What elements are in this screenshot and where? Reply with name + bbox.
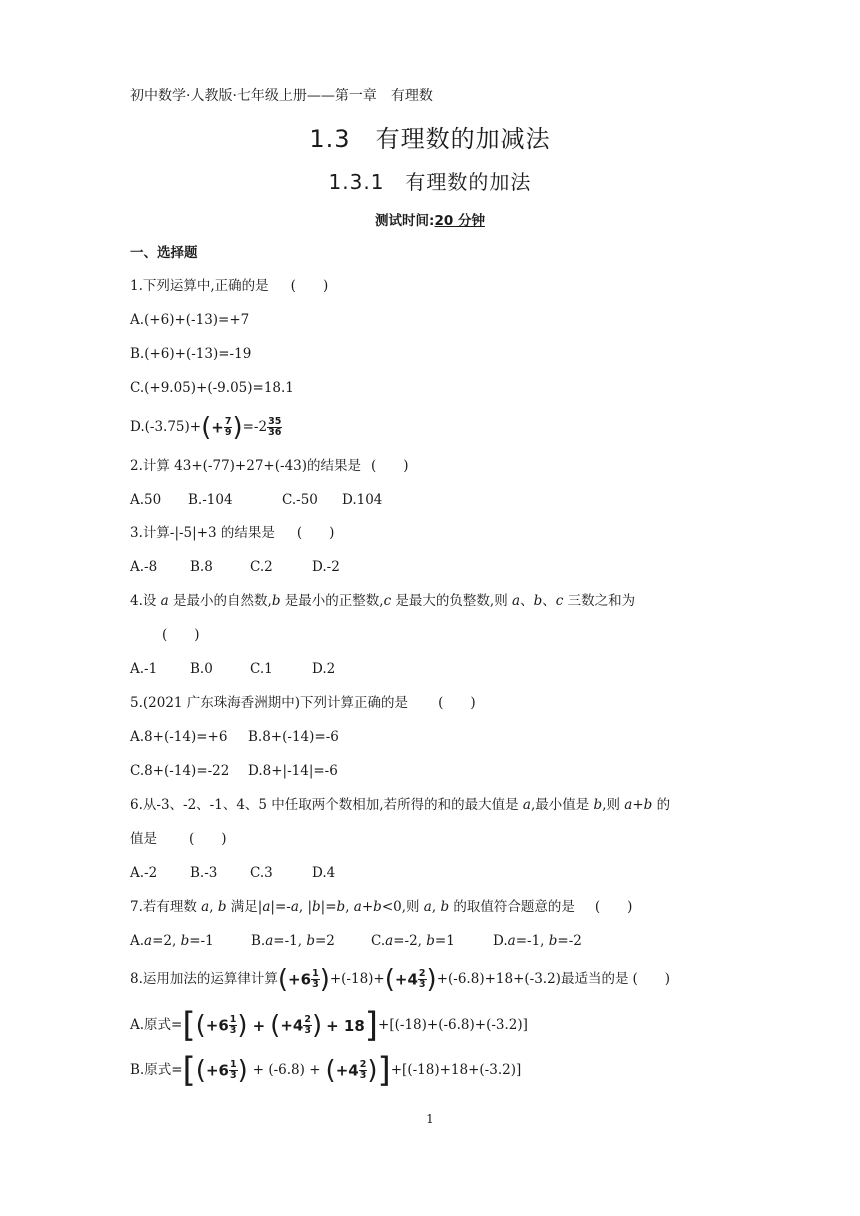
denominator: 3	[229, 1025, 237, 1036]
running-header: 初中数学·人教版·七年级上册——第一章 有理数	[130, 88, 433, 104]
mixed-number-whole: +4	[394, 970, 418, 989]
question-7-options	[130, 931, 582, 951]
numerator: 35	[268, 416, 282, 427]
open-paren: (	[270, 1010, 281, 1041]
option-text: + (-6.8) +	[252, 1062, 321, 1078]
answer-paren: ( )	[632, 971, 670, 987]
section-heading: 一、选择题	[130, 245, 198, 261]
question-5-text: 5.(2021 广东珠海香洲期中)下列计算正确的是	[130, 695, 409, 711]
stem-text: 值是	[130, 831, 157, 847]
test-time	[0, 209, 860, 229]
numerator: 7	[224, 416, 232, 427]
answer-paren: ( )	[290, 278, 329, 294]
chapter-title: 1.3 有理数的加减法	[309, 125, 551, 153]
variable: a	[507, 933, 516, 949]
variable: b	[217, 899, 227, 915]
variable: b	[533, 593, 543, 609]
variable: a+b	[353, 899, 382, 915]
variable: b	[271, 593, 281, 609]
answer-paren: ( )	[594, 899, 633, 915]
close-paren: )	[319, 964, 330, 995]
question-5-options-row1	[130, 727, 339, 747]
question-1-option-a: A.(+6)+(-13)=+7	[130, 312, 250, 328]
option: A.50	[130, 492, 162, 508]
variable: a	[160, 593, 169, 609]
question-1-stem	[130, 276, 328, 296]
variable: c	[555, 593, 564, 609]
stem-text: 的	[652, 797, 671, 813]
stem-text: |=	[320, 899, 337, 915]
plus-sign: +	[252, 1016, 266, 1035]
stem-text: 三数之和为	[563, 593, 636, 609]
variable: b	[548, 933, 558, 949]
option-text: =-1,	[515, 933, 549, 949]
open-paren: (	[201, 412, 212, 443]
question-8-stem	[130, 964, 670, 995]
variable: b	[593, 797, 603, 813]
close-bracket: ]	[377, 1050, 391, 1091]
numerator: 1	[229, 1014, 237, 1025]
section-subtitle: 1.3.1 有理数的加法	[328, 170, 532, 194]
variable: a	[201, 899, 210, 915]
stem-text: ,	[209, 899, 218, 915]
option-label: A.原式=	[130, 1017, 183, 1033]
stem-text: , |	[298, 899, 313, 915]
question-8-option-a	[130, 1005, 528, 1046]
open-bracket: [	[182, 1005, 196, 1046]
mixed-number-whole: +6	[288, 970, 312, 989]
option-b	[251, 931, 371, 951]
open-paren: (	[277, 964, 289, 995]
option-c	[371, 931, 493, 951]
option-d-sign: +	[211, 418, 224, 437]
stem-text: 、	[542, 593, 556, 609]
mixed-number-whole: +6	[205, 1061, 229, 1080]
question-1-option-c: C.(+9.05)+(-9.05)=18.1	[130, 380, 294, 396]
fraction	[303, 1015, 312, 1036]
question-3-options	[130, 557, 340, 577]
question-8-option-b	[130, 1050, 522, 1091]
stem-text: 是最小的自然数,	[168, 593, 272, 609]
close-paren: )	[426, 964, 437, 995]
question-1-option-d	[130, 412, 282, 443]
option-label: C.	[371, 933, 386, 949]
numerator: 2	[304, 1014, 311, 1025]
close-paren: )	[367, 1055, 378, 1086]
option-text: =-2	[557, 933, 582, 949]
fraction	[229, 1060, 238, 1081]
option-text: =-1	[189, 933, 214, 949]
option: D.104	[342, 492, 383, 508]
denominator: 36	[268, 427, 282, 438]
question-4-options	[130, 659, 335, 679]
answer-paren: ( )	[296, 525, 335, 541]
stem-text: |=-	[270, 899, 291, 915]
close-bracket: ]	[364, 1005, 379, 1046]
variable: b	[312, 899, 321, 915]
option-a	[130, 931, 251, 951]
option-label: A.	[130, 933, 145, 949]
stem-text: ,最小值是	[530, 797, 594, 813]
variable: b	[180, 933, 190, 949]
close-paren: )	[237, 1010, 248, 1041]
variable: c	[383, 593, 392, 609]
option-text: =2,	[152, 933, 181, 949]
variable: b	[336, 899, 346, 915]
option-text: +[(-18)+18+(-3.2)]	[390, 1062, 522, 1078]
option: A.-2	[130, 865, 158, 881]
stem-text: <0,则	[381, 899, 424, 915]
question-7-stem	[130, 897, 632, 917]
variable: a	[290, 899, 299, 915]
variable: a	[265, 933, 274, 949]
option: C.3	[250, 865, 273, 881]
open-bracket: [	[182, 1050, 196, 1091]
fraction	[267, 417, 282, 438]
variable: b	[306, 933, 315, 949]
fraction	[418, 969, 427, 990]
option-d-prefix: D.(-3.75)+	[130, 419, 202, 435]
stem-text: 8.运用加法的运算律计算	[130, 971, 278, 987]
option-text: =2	[314, 933, 335, 949]
option: C.1	[250, 661, 273, 677]
option-text: =-2,	[393, 933, 427, 949]
numerator: 1	[229, 1059, 237, 1070]
stem-text: 、	[520, 593, 534, 609]
option: C.-50	[282, 492, 318, 508]
denominator: 3	[418, 979, 426, 990]
option: B.-104	[188, 492, 233, 508]
stem-text: +(-6.8)+18+(-3.2)最适当的是	[436, 971, 629, 987]
stem-text: ,	[431, 899, 441, 915]
option-text: + 18	[326, 1016, 365, 1035]
option: B.8	[190, 559, 213, 575]
denominator: 3	[359, 1070, 367, 1081]
option: D.-2	[312, 559, 340, 575]
option: D.8+|-14|=-6	[248, 763, 338, 779]
open-paren: (	[384, 964, 395, 995]
fraction	[311, 969, 320, 990]
question-6-options	[130, 863, 335, 883]
variable: a	[385, 933, 394, 949]
stem-text: +(-18)+	[329, 971, 385, 987]
option-d-equals: =-2	[242, 419, 268, 435]
close-paren: )	[311, 1010, 323, 1041]
answer-paren: ( )	[438, 695, 476, 711]
option: B.-3	[190, 865, 218, 881]
page-number: 1	[426, 1112, 434, 1126]
question-1-option-b: B.(+6)+(-13)=-19	[130, 346, 252, 362]
variable: a	[522, 797, 531, 813]
variable: a	[423, 899, 432, 915]
question-4-stem	[130, 591, 635, 611]
variable: a	[144, 933, 153, 949]
question-1-text: 1.下列运算中,正确的是	[130, 278, 269, 294]
mixed-number-whole: +4	[280, 1016, 304, 1035]
close-paren: )	[237, 1055, 248, 1086]
denominator: 3	[312, 979, 319, 990]
option-text: +[(-18)+(-6.8)+(-3.2)]	[378, 1017, 528, 1033]
open-paren: (	[195, 1010, 206, 1041]
denominator: 3	[304, 1025, 311, 1036]
option: D.4	[312, 865, 336, 881]
option-d	[493, 931, 582, 951]
question-5-options-row2	[130, 761, 338, 781]
numerator: 1	[312, 968, 319, 979]
numerator: 2	[359, 1059, 367, 1070]
test-time-value: 20 分钟	[434, 213, 485, 229]
answer-paren: ( )	[371, 458, 409, 474]
mixed-number-whole: +4	[335, 1061, 359, 1080]
variable: a	[512, 593, 521, 609]
stem-text: 是最大的负整数,则	[391, 593, 513, 609]
option-label: D.	[493, 933, 508, 949]
question-6-stem-line2	[130, 829, 227, 849]
option: C.2	[250, 559, 273, 575]
variable: b	[440, 899, 450, 915]
stem-text: 的取值符合题意的是	[449, 899, 575, 915]
option-label: B.原式=	[130, 1062, 183, 1078]
stem-text: 7.若有理数	[130, 899, 202, 915]
variable: a	[262, 899, 271, 915]
stem-text: ,	[345, 899, 354, 915]
option: C.8+(-14)=-22	[130, 763, 230, 779]
open-paren: (	[325, 1055, 336, 1086]
stem-text: 是最小的正整数,	[280, 593, 384, 609]
question-2-stem	[130, 456, 409, 476]
option: A.-8	[130, 559, 158, 575]
option: A.8+(-14)=+6	[130, 729, 228, 745]
answer-paren: ( )	[162, 627, 200, 643]
stem-text: 6.从-3、-2、-1、4、5 中任取两个数相加,若所得的和的最大值是	[130, 797, 523, 813]
answer-paren: ( )	[189, 831, 227, 847]
option-text: =-1,	[273, 933, 307, 949]
question-6-stem	[130, 795, 670, 815]
stem-text: ,则	[602, 797, 625, 813]
stem-text: 满足|	[226, 899, 263, 915]
question-2-options	[130, 490, 382, 510]
option: A.-1	[130, 661, 158, 677]
question-3-stem	[130, 523, 334, 543]
option: B.0	[190, 661, 213, 677]
variable: a+b	[624, 797, 653, 813]
open-paren: (	[195, 1055, 206, 1086]
question-3-text: 3.计算-|-5|+3 的结果是	[130, 525, 275, 541]
question-5-stem	[130, 693, 476, 713]
option-label: B.	[251, 933, 266, 949]
option-text: =1	[434, 933, 455, 949]
mixed-number-whole: +6	[205, 1016, 229, 1035]
denominator: 9	[224, 427, 232, 438]
denominator: 3	[229, 1070, 237, 1081]
stem-text: 4.设	[130, 593, 161, 609]
question-2-text: 2.计算 43+(-77)+27+(-43)的结果是	[130, 458, 362, 474]
variable: b	[426, 933, 435, 949]
close-paren: )	[232, 412, 243, 443]
numerator: 2	[418, 968, 426, 979]
option: B.8+(-14)=-6	[248, 729, 339, 745]
test-time-label: 测试时间:	[375, 213, 435, 229]
option: D.2	[312, 661, 336, 677]
